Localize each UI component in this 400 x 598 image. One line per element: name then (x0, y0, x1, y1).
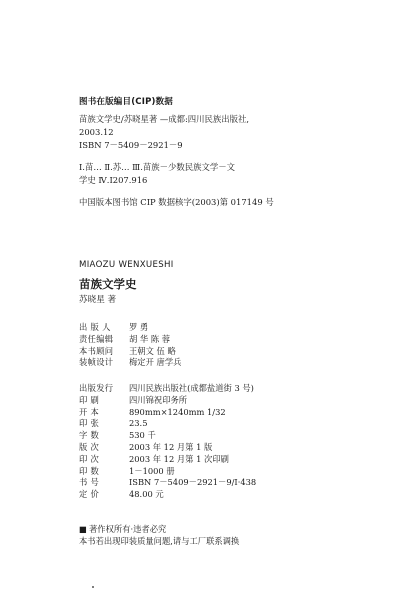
pubinfo-label: 印 数 (79, 465, 100, 476)
credit-label: 本书顾问 (79, 345, 114, 356)
pubinfo-label: 印 张 (79, 418, 100, 429)
credit-label: 责任编辑 (79, 333, 114, 344)
book-author: 苏晓星 著 (79, 295, 117, 305)
credit-row (79, 346, 181, 358)
cip-spacer (79, 152, 344, 161)
book-title-pinyin: MIAOZU WENXUESHI (79, 260, 174, 270)
pubinfo-label: 书 号 (79, 477, 100, 488)
pubinfo-value: 2003 年 12 月第 1 版 (129, 441, 213, 452)
rights-line (79, 535, 239, 547)
pubinfo-row (79, 466, 256, 478)
pubinfo-row (79, 395, 256, 407)
pubinfo-label: 开 本 (79, 406, 100, 417)
pubinfo-value: 530 千 (129, 430, 156, 441)
pubinfo-row (79, 477, 256, 489)
cip-line: 学史 Ⅳ.I207.916 (79, 175, 148, 185)
pubinfo-label: 字 数 (79, 430, 100, 441)
cip-spacer (79, 187, 344, 196)
credit-label: 装帧设计 (79, 357, 114, 368)
pubinfo-value: 48.00 元 (129, 489, 164, 500)
pubinfo-label: 印 次 (79, 453, 100, 464)
pubinfo-value: 23.5 (129, 418, 148, 429)
cip-line: 苗族文学史/苏晓星著 —成都:四川民族出版社, (79, 114, 250, 124)
rights-notice (79, 523, 239, 547)
publication-info-list (79, 383, 256, 501)
cip-line: 2003.12 (79, 127, 114, 137)
credit-value: 梅定开 唐学兵 (129, 357, 182, 368)
pubinfo-row (79, 383, 256, 395)
credit-row (79, 357, 181, 369)
rights-text: 本书若出现印装质量问题,请与工厂联系调换 (79, 536, 240, 546)
credit-value: 胡 华 陈 蓉 (129, 333, 171, 344)
credit-label: 出 版 人 (79, 322, 111, 332)
pubinfo-label: 版 次 (79, 441, 100, 452)
book-title: 苗族文学史 (79, 277, 137, 291)
pubinfo-value: 890mm×1240mm 1/32 (129, 406, 226, 417)
rights-line (79, 523, 239, 535)
cip-line: 中国版本图书馆 CIP 数据核字(2003)第 017149 号 (79, 197, 274, 207)
pubinfo-label: 定 价 (79, 489, 100, 500)
pubinfo-row (79, 418, 256, 430)
pubinfo-row (79, 454, 256, 466)
pubinfo-row (79, 489, 256, 501)
rights-text: 著作权所有·违者必究 (89, 524, 167, 534)
square-bullet-icon: ■ (79, 524, 87, 534)
pubinfo-value: 四川锦祝印务所 (129, 394, 188, 405)
pubinfo-value: 1－1000 册 (129, 465, 175, 476)
pubinfo-value: ISBN 7－5409－2921－9/I·438 (129, 477, 257, 488)
credit-value: 罗 勇 (129, 322, 149, 332)
pubinfo-label: 出版发行 (79, 383, 114, 393)
pubinfo-row (79, 407, 256, 419)
cip-line: Ⅰ.苗… Ⅱ.苏… Ⅲ.苗族－少数民族文学－文 (79, 162, 236, 172)
cip-heading: 图书在版编目(CIP)数据 (79, 97, 174, 107)
cip-block (79, 113, 344, 209)
credit-value: 王朝文 伍 略 (129, 345, 176, 356)
pubinfo-label: 印 刷 (79, 394, 100, 405)
pubinfo-row (79, 442, 256, 454)
pubinfo-value: 2003 年 12 月第 1 次印刷 (129, 453, 229, 464)
credits-list (79, 322, 181, 369)
credit-row (79, 322, 181, 334)
pubinfo-row (79, 430, 256, 442)
credit-row (79, 334, 181, 346)
cip-line: ISBN 7－5409－2921－9 (79, 140, 183, 150)
print-mark (92, 586, 94, 588)
pubinfo-value: 四川民族出版社(成都盐道街 3 号) (129, 383, 254, 393)
